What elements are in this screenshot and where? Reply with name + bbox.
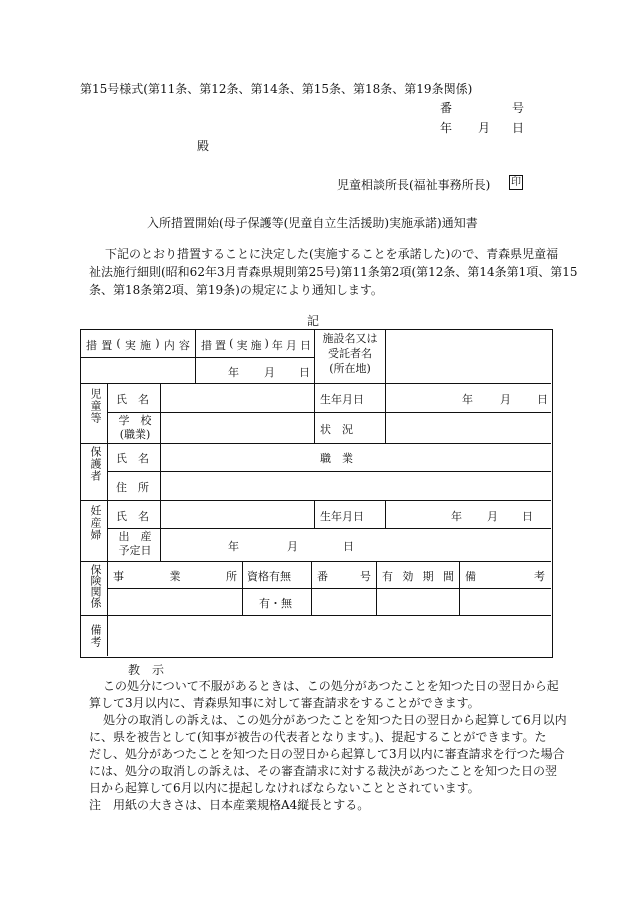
measure-day-label: 日 <box>299 366 310 379</box>
pregnant-birth-label: 生年月日 <box>320 510 364 523</box>
kyoji-line-1: この処分について不服があるときは、この処分があつたことを知つた日の翌日から起 <box>103 679 559 693</box>
group-guardian: 保護者 <box>89 446 102 482</box>
due-line-1: 出 産 <box>118 530 152 543</box>
number-suffix: 号 <box>512 101 525 115</box>
kyoji-line-5: だし、処分があつたことを知つた日の翌日から起算して3月以内に審査請求を行つた場合 <box>89 747 565 761</box>
group-pregnant: 妊産婦 <box>89 505 102 541</box>
school-line-1: 学 校 <box>118 414 152 427</box>
kyoji-line-3: 処分の取消しの訴えは、この処分があつたことを知つた日の翌日から起算して6月以内 <box>103 713 567 727</box>
insurance-note-label: 備 考 <box>465 570 545 583</box>
pregnant-birth-month: 月 <box>487 510 498 523</box>
body-line-3: 条、第18条第2項、第19条)の規定により通知します。 <box>89 283 383 297</box>
school-line-2: (職業) <box>119 428 151 441</box>
group-remarks: 備考 <box>89 624 102 648</box>
body-line-2: 祉法施行細則(昭和62年3月青森県規則第25号)第11条第2項(第12条、第14条第1項、第15 <box>89 265 578 279</box>
group-child: 児童等 <box>89 388 102 424</box>
insurance-office-label: 事 業 所 <box>113 570 237 583</box>
paper-size-note: 注 用紙の大きさは、日本産業規格A4縦長とする。 <box>89 798 370 812</box>
facility-line-1: 施設名又は <box>322 332 378 345</box>
insurance-qualification-label: 資格有無 <box>247 570 291 583</box>
pregnant-name-label: 氏 名 <box>116 510 149 523</box>
document-title: 入所措置開始(母子保護等(児童自立生活援助)実施承諾)通知書 <box>147 216 478 230</box>
header-facility <box>316 331 384 376</box>
pregnant-birth-day: 日 <box>522 510 533 523</box>
kyoji-line-7: 日から起算して6月以内に提起しなければならないこととされています。 <box>89 781 480 795</box>
guardian-occupation-label: 職 業 <box>320 452 353 465</box>
measure-month-label: 月 <box>264 366 275 379</box>
due-year: 年 <box>228 540 239 553</box>
insurance-number-label: 番 号 <box>317 570 371 583</box>
child-birth-day: 日 <box>537 393 548 406</box>
addressee-honorific: 殿 <box>197 139 210 153</box>
insurance-yes-no: 有・無 <box>259 597 292 610</box>
guardian-address-label: 住 所 <box>116 481 149 494</box>
number-label: 番 <box>440 101 453 115</box>
date-year-label: 年 <box>440 121 453 135</box>
due-day: 日 <box>343 540 354 553</box>
form-number: 第15号様式(第11条、第12条、第14条、第15条、第18条、第19条関係) <box>80 82 473 96</box>
due-line-2: 予定日 <box>118 544 152 557</box>
facility-line-2: 受託者名 <box>328 347 372 360</box>
measure-year-label: 年 <box>228 366 239 379</box>
guardian-name-label: 氏 名 <box>116 452 149 465</box>
date-month-label: 月 <box>478 121 491 135</box>
date-day-label: 日 <box>512 121 525 135</box>
due-date-label <box>113 530 157 558</box>
header-measure-content: 措 置 ( 実 施 ) 内 容 <box>86 337 190 352</box>
header-measure-date: 措 置 ( 実 施 ) 年 月 日 <box>201 337 311 352</box>
due-month: 月 <box>287 540 298 553</box>
facility-line-3: (所在地) <box>329 362 371 375</box>
pregnant-birth-year: 年 <box>451 510 462 523</box>
kyoji-line-6: には、処分の取消しの訴えは、その審査請求に対する裁決があつたことを知つた日の翌 <box>89 764 558 778</box>
child-condition-label: 状 況 <box>320 423 353 436</box>
child-name-label: 氏 名 <box>116 393 149 406</box>
kyoji-line-2: 算して3月以内に、青森県知事に対して審査請求をすることができます。 <box>89 696 480 710</box>
child-birth-year: 年 <box>462 393 473 406</box>
ki-label: 記 <box>307 314 320 328</box>
sender-title: 児童相談所長(福祉事務所長) <box>337 178 491 192</box>
detail-table <box>80 329 553 658</box>
body-line-1: 下記のとおり措置することに決定した(実施することを承諾した)ので、青森県児童福 <box>105 247 559 261</box>
child-school-label <box>113 414 157 442</box>
child-birth-month: 月 <box>500 393 511 406</box>
kyoji-line-4: に、県を被告として(知事が被告の代表者となります。)、提起することができます。た <box>89 730 547 744</box>
group-insurance: 保険関係 <box>89 564 102 608</box>
seal-mark: 印 <box>511 177 521 188</box>
insurance-period-label: 有 効 期 間 <box>382 570 454 583</box>
child-birth-label: 生年月日 <box>320 393 364 406</box>
kyoji-title: 教 示 <box>128 663 165 677</box>
